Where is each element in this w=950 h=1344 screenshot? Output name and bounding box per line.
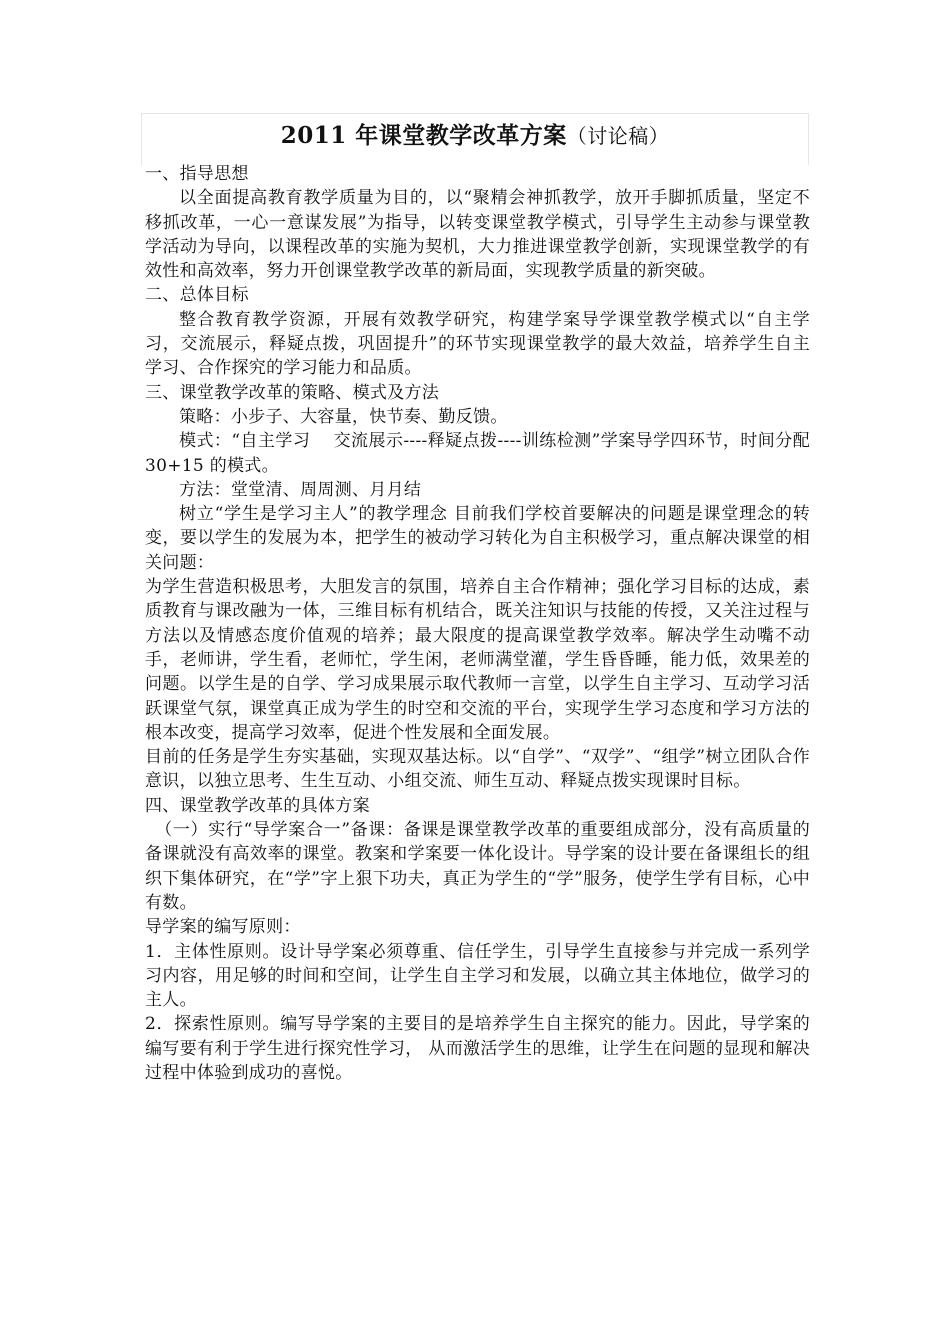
paragraph: 为学生营造积极思考，大胆发言的氛围，培养自主合作精神；强化学习目标的达成，素质教育与课改融为一体，三维目标有机结合，既关注知识与技能的传授，又关注过程与方法以及情感态度价值观的培养；最大限度的提高课堂教学效率。解决学生动嘴不动手，老师讲，学生看，老师忙，学生闲，老师满堂灌，学生昏昏睡，能力低，效果差的问题。以学生是的自学、学习成果展示取代教师一言堂，以学生自主学习、互动学习活跃课堂气氛，课堂真正成为学生的时空和交流的平台，实现学生学习态度和学习方法的根本改变，提高学习效率，促进个性发展和全面发展。 [145,577,810,743]
section-heading: 一、指导思想 [145,164,249,184]
paragraph: 目前的任务是学生夯实基础，实现双基达标。以“自学”、“双学”、“组学”树立团队合作意识，以独立思考、生生互动、小组交流、师生互动、释疑点拨实现课时目标。 [145,747,810,792]
list-item: 2．探索性原则。编写导学案的主要目的是培养学生自主探究的能力。因此，导学案的编写要有利于学生进行探究性学习， 从而激活学生的思维，让学生在问题的显现和解决过程中体验到成功的喜悦。 [145,1014,810,1083]
paragraph: （一）实行“导学案合一”备课：备课是课堂教学改革的重要组成部分，没有高质量的备课就没有高效率的课堂。教案和学案要一体化设计。导学案的设计要在备课组长的组织下集体研究，在“学”字上狠下功夫，真正为学生的“学”服务，使学生学有目标，心中有数。 [145,820,810,913]
paragraph: 整合教育教学资源，开展有效教学研究，构建学案导学课堂教学模式以“自主学习，交流展示，释疑点拨，巩固提升”的环节实现课堂教学的最大效益，培养学生自主学习、合作探究的学习能力和品质。 [145,309,810,379]
title-subtitle: （讨论稿） [566,124,670,148]
paragraph: 方法：堂堂清、周周测、月月结 [179,479,422,500]
list-item: 1．主体性原则。设计导学案必须尊重、信任学生，引导学生直接参与并完成一系列学习内容，用足够的时间和空间，让学生自主学习和发展，以确立其主体地位，做学习的主人。 [145,941,810,1011]
paragraph: 以全面提高教育教学质量为目的，以“聚精会神抓教学，放开手脚抓质量，坚定不移抓改革，一心一意谋发展”为指导，以转变课堂教学模式，引导学生主动参与课堂教学活动为导向，以课程改革的实施为契机，大力推进课堂教学创新，实现课堂教学的有效性和高效率，努力开创课堂教学改革的新局面，实现教学质量的新突破。 [145,188,810,282]
page-title [141,120,809,152]
paragraph: 策略：小步子、大容量，快节奏、勤反馈。 [179,406,508,427]
paragraph: 树立“学生是学习主人”的教学理念 目前我们学校首要解决的问题是课堂理念的转变，要以学生的发展为本，把学生的被动学习转化为自主积极学习，重点解决课堂的相关问题： [145,504,810,573]
paragraph: 模式：“自主学习 交流展示----释疑点拨----训练检测”学案导学四环节，时间分配 30+15 的模式。 [145,431,810,476]
section-heading: 四、课堂教学改革的具体方案 [145,795,370,816]
paragraph: 导学案的编写原则： [145,917,301,938]
document-body [145,162,810,1085]
title-main: 2011 年课堂教学改革方案 [280,122,567,149]
section-heading: 三、课堂教学改革的策略、模式及方法 [145,382,440,403]
section-heading: 二、总体目标 [145,285,249,306]
